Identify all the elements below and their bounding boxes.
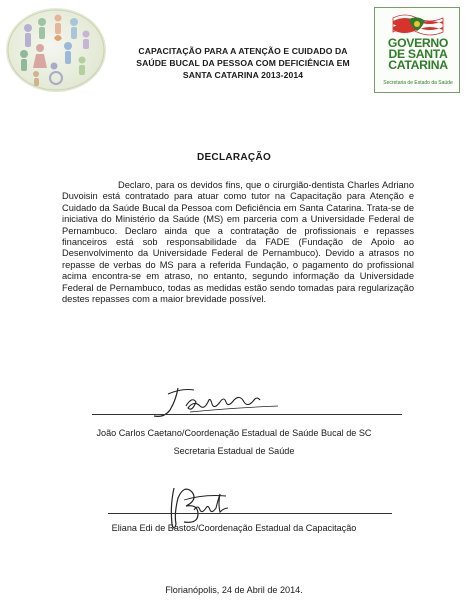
document-heading: DECLARAÇÃO bbox=[196, 152, 272, 163]
signature-line bbox=[108, 513, 392, 514]
inclusion-pictograms-logo bbox=[6, 8, 106, 92]
logo-subtitle: Secretaria de Estado da Saúde bbox=[383, 80, 453, 86]
logo-line: CATARINA bbox=[388, 58, 448, 72]
governo-santa-catarina-wordmark bbox=[375, 38, 461, 71]
logo-line: GOVERNO bbox=[387, 36, 449, 50]
header-title-line: SANTA CATARINA 2013-2014 bbox=[182, 70, 304, 80]
place-and-date: Florianópolis, 24 de Abril de 2014. bbox=[165, 585, 303, 595]
header-title-line: SAÚDE BUCAL DA PESSOA COM DEFICIÊNCIA EM bbox=[136, 58, 350, 68]
signatory-department: Secretaria Estadual de Saúde bbox=[173, 446, 295, 456]
signature-line bbox=[92, 414, 402, 415]
header-title-line: CAPACITAÇÃO PARA A ATENÇÃO E CUIDADO DA bbox=[138, 46, 348, 56]
governo-santa-catarina-logo bbox=[374, 7, 460, 93]
signatory-name-caetano: João Carlos Caetano/Coordenação Estadual de Saúde Bucal de SC bbox=[96, 428, 372, 438]
declaration-paragraph: Declaro, para os devidos fins, que o cirurgião-dentista Charles Adriano Duvoisin está contratado para atuar como tutor na Capacitação para Atenção e Cuidado da Saúde Bucal da Pessoa com Deficiência em Santa Catarina. Trata-se de iniciativa do Ministério da Saúde (MS) em parceria com a Universidade Federal de Pernambuco. Declaro ainda que a contratação de profissionais e repasses financeiros está sob responsabilidade da FADE (Fundação de Apoio ao Desenvolvimento da Universidade Federal de Pernambuco). Devido a atrasos no repasse de verbas do MS para a referida Fundação, o pagamento do profissional acima encontra-se em atraso, no entanto, segundo informação da Universidade Federal de Pernambuco, todas as medidas estão sendo tomadas para regularização destes repasses com a maior brevidade possível. bbox=[62, 180, 414, 305]
pictograms-icon bbox=[6, 8, 106, 92]
logo-line: DE SANTA bbox=[388, 47, 448, 61]
header-title bbox=[118, 45, 368, 81]
signatory-name-bastos: Eliana Edi de Bastos/Coordenação Estadual da Capacitação bbox=[111, 523, 357, 533]
santa-catarina-flag-icon bbox=[389, 12, 447, 38]
